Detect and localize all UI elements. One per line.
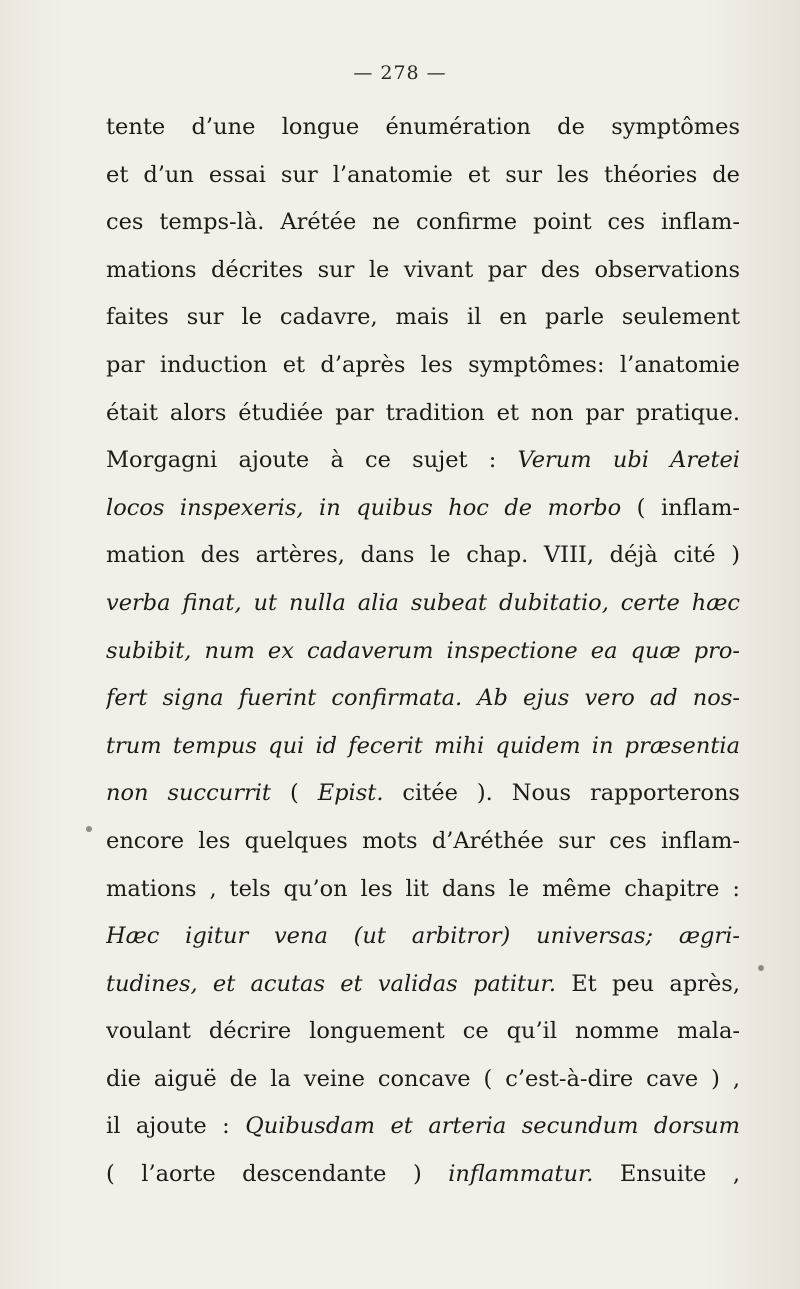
text-line	[106, 294, 740, 342]
italic-text: Verum ubi Aretei	[517, 447, 740, 474]
text-line	[106, 1103, 740, 1151]
italic-text: Hæc igitur vena (ut arbitror) universas; ægri-	[106, 923, 740, 950]
roman-text: voulant décrire longuement ce qu’il nomme mala-	[106, 1018, 740, 1045]
margin-speck	[86, 826, 92, 832]
roman-text: était alors étudiée par tradition et non par pratique.	[106, 399, 740, 426]
text-line	[106, 580, 740, 628]
text-line	[106, 628, 740, 676]
text-line	[106, 342, 740, 390]
text-line	[106, 1151, 740, 1199]
italic-text: locos inspexeris, in quibus hoc de morbo	[106, 494, 622, 521]
page-number: — 278 —	[353, 62, 447, 84]
margin-speck	[758, 965, 764, 971]
roman-text: mations décrites sur le vivant par des observations	[106, 256, 740, 283]
text-line	[106, 152, 740, 200]
roman-text: ( inflam-	[621, 494, 740, 521]
roman-text: ( l’aorte descendante )	[106, 1161, 449, 1188]
italic-text: inflammatur.	[448, 1161, 594, 1188]
italic-text: trum tempus qui id fecerit mihi quidem in præsentia	[106, 732, 740, 759]
italic-text: non succurrit	[106, 780, 271, 807]
roman-text: Et peu après,	[556, 970, 740, 997]
text-line	[106, 390, 740, 438]
roman-text: faites sur le cadavre, mais il en parle seulement	[106, 304, 740, 331]
roman-text: encore les quelques mots d’Aréthée sur ces inflam-	[106, 827, 740, 854]
roman-text: tente d’une longue énumération de symptômes	[106, 114, 740, 140]
text-line	[106, 770, 740, 818]
text-line	[106, 913, 740, 961]
text-line	[106, 1008, 740, 1056]
roman-text: citée ). Nous rapporterons	[383, 780, 740, 807]
text-line	[106, 723, 740, 771]
italic-text: fert signa fuerint confirmata. Ab ejus vero ad nos-	[106, 685, 740, 712]
text-line	[106, 199, 740, 247]
roman-text: il ajoute :	[106, 1113, 246, 1140]
roman-text: mation des artères, dans le chap. VIII, déjà cité )	[106, 542, 740, 569]
text-line	[106, 247, 740, 295]
italic-text: Epist.	[317, 780, 384, 807]
roman-text: et d’un essai sur l’anatomie et sur les théories de	[106, 161, 740, 188]
text-line	[106, 866, 740, 914]
roman-text: die aiguë de la veine concave ( c’est-à-dire cave ) ,	[106, 1065, 740, 1092]
text-line	[106, 437, 740, 485]
roman-text: Ensuite ,	[593, 1161, 740, 1188]
italic-text: tudines, et acutas et validas patitur.	[106, 970, 556, 997]
text-line	[106, 532, 740, 580]
text-line	[106, 104, 740, 152]
italic-text: verba finat, ut nulla alia subeat dubitatio, certe hæc	[106, 589, 740, 616]
roman-text: par induction et d’après les symptômes: l’anatomie	[106, 351, 740, 378]
roman-text: ces temps-là. Arétée ne confirme point ces inflam-	[106, 209, 740, 236]
roman-text: (	[270, 780, 318, 807]
text-line	[106, 1056, 740, 1104]
text-line	[106, 818, 740, 866]
italic-text: Quibusdam et arteria secundum dorsum	[245, 1113, 740, 1140]
text-line	[106, 961, 740, 1009]
text-line	[106, 485, 740, 533]
italic-text: subibit, num ex cadaverum inspectione ea quæ pro-	[106, 637, 740, 664]
roman-text: Morgagni ajoute à ce sujet :	[106, 447, 518, 474]
text-line	[106, 675, 740, 723]
body-text	[106, 104, 740, 1199]
roman-text: mations , tels qu’on les lit dans le même chapitre :	[106, 875, 740, 902]
